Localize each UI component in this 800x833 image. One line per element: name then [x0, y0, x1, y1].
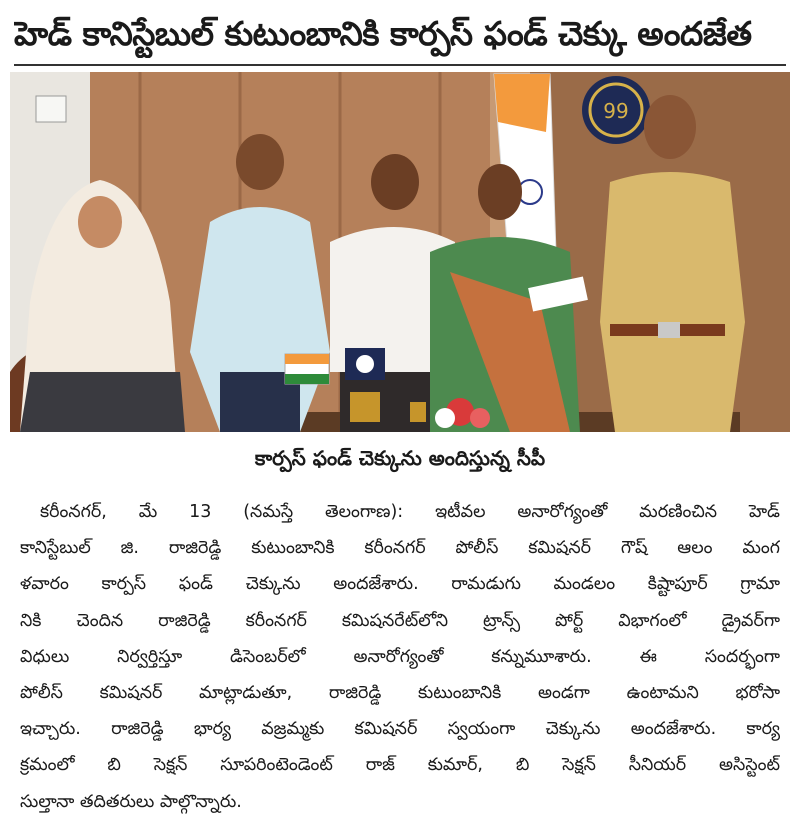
article-line: కరీంనగర్, మే 13 (నమస్తే తెలంగాణ): ఇటీవల అనారోగ్యంతో మరణించిన హెడ్ [40, 502, 780, 522]
article-line: నికి చెందిన రాజిరెడ్డి కరీంనగర్ కమిషనరేట్‌లోని ట్రాన్స్ పోర్ట్ విభాగంలో డ్రైవర్‌గా [20, 610, 780, 631]
photo-illustration [10, 72, 790, 432]
emblem-text: 99 [603, 99, 629, 123]
headline: హెడ్ కానిస్టేబుల్ కుటుంబానికి కార్పస్ ఫండ్ చెక్కు అందజేత [14, 14, 752, 53]
photo-caption: కార్పస్ ఫండ్ చెక్కును అందిస్తున్న సీపీ [254, 446, 546, 470]
article-line: సుల్తానా తదితరులు పాల్గొన్నారు. [20, 791, 242, 812]
wall-switch [36, 96, 66, 122]
article-body [20, 494, 780, 824]
article-line: పోలీస్ కమిషనర్ మాట్లాడుతూ, రాజిరెడ్డి కుటుంబానికి అండగా ఉంటామని భరోసా [20, 682, 780, 703]
article-line: ఇచ్చారు. రాజిరెడ్డి భార్య వజ్రమ్మకు కమిషనర్ స్వయంగా చెక్కును అందజేశారు. కార్య [20, 719, 780, 740]
headline-divider [14, 64, 786, 66]
police-emblem [582, 76, 650, 144]
article-line: విధులు నిర్వర్తిస్తూ డిసెంబర్‌లో అనారోగ్యంతో కన్నుమూశారు. ఈ సందర్భంగా [20, 646, 780, 667]
article-line: ళవారం కార్పస్ ఫండ్ చెక్కును అందజేశారు. రామడుగు మండలం కిష్టాపూర్ గ్రామా [20, 574, 780, 595]
article-line: క్రమంలో బి సెక్షన్ సూపరింటెండెంట్ రాజ్ కుమార్, బి సెక్షన్ సీనియర్ అసిస్టెంట్ [20, 755, 780, 776]
article-line: కానిస్టేబుల్ జి. రాజిరెడ్డి కుటుంబానికి కరీంనగర్ పోలీస్ కమిషనర్ గౌష్ ఆలం మంగ [20, 538, 780, 559]
news-photo [10, 72, 790, 432]
